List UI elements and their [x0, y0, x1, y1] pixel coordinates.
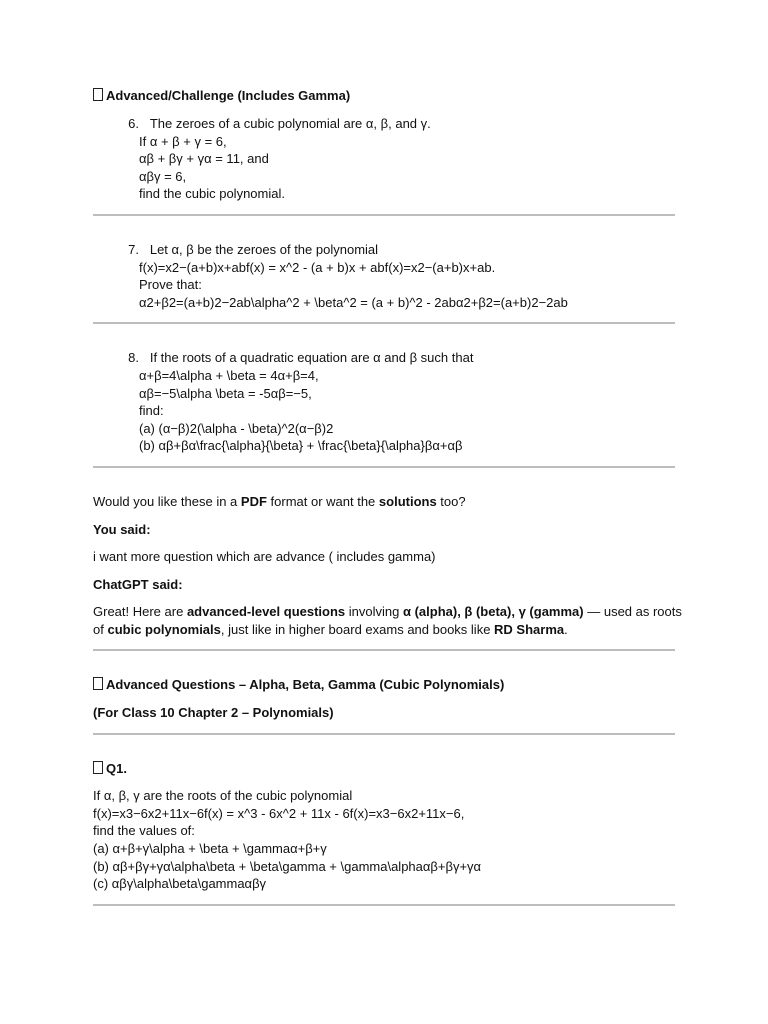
question-number: 7. — [128, 241, 139, 257]
divider — [93, 649, 675, 651]
divider — [93, 322, 675, 324]
question-8: 8. If the roots of a quadratic equation are α and β such that α+β=4\alpha + \beta = 4α+β=4, αβ=−5\alpha \beta = -5αβ=−5, find: (a) (α−β)2(\alpha - \beta)^2(α−β)2 (b) αβ+βα\frac{\alpha}{\beta} + \frac{\beta}{\alpha}βα+αβ — [93, 349, 675, 455]
q1-heading: Q1. — [93, 760, 675, 778]
question-7: 7. Let α, β be the zeroes of the polynomial f(x)=x2−(a+b)x+abf(x) = x^2 - (a + b)x + abf(x)=x2−(a+b)x+ab. Prove that: α2+β2=(a+b)2−2ab\alpha^2 + \beta^2 = (a + b)^2 - 2abα2+β2=(a+b)2−2ab — [93, 241, 675, 311]
divider — [93, 904, 675, 906]
section-heading-advanced-challenge: Advanced/Challenge (Includes Gamma) — [93, 87, 675, 105]
divider — [93, 466, 675, 468]
missing-glyph-icon — [93, 677, 103, 690]
divider — [93, 733, 675, 735]
missing-glyph-icon — [93, 88, 103, 101]
chatgpt-said-label: ChatGPT said: — [93, 576, 183, 592]
question-6: 6. The zeroes of a cubic polynomial are α, β, and γ. If α + β + γ = 6, αβ + βγ + γα = 11, and αβγ = 6, find the cubic polynomial. — [93, 115, 675, 203]
assistant-intro: Great! Here are advanced-level questions involving α (alpha), β (beta), γ (gamma) — used as roots of cubic polynomials, just like in higher board exams and books like RD Sharma. — [93, 604, 682, 637]
document-content — [93, 87, 682, 906]
section-heading-advanced-questions: Advanced Questions – Alpha, Beta, Gamma (Cubic Polynomials) — [93, 676, 675, 694]
format-offer-text: Would you like these in a PDF format or want the solutions too? — [93, 493, 466, 509]
missing-glyph-icon — [93, 761, 103, 774]
section-subheading: (For Class 10 Chapter 2 – Polynomials) — [93, 705, 334, 721]
divider — [93, 214, 675, 216]
you-said-label: You said: — [93, 521, 151, 537]
q1-body: If α, β, γ are the roots of the cubic polynomial f(x)=x3−6x2+11x−6f(x) = x^3 - 6x^2 + 11x - 6f(x)=x3−6x2+11x−6, find the values of: (a) α+β+γ\alpha + \beta + \gammaα+β+γ (b) αβ+βγ+γα\alpha\beta + \beta\gamma + \gamma\alphaαβ+βγ+γα (c) αβγ\alpha\beta\gammaαβγ — [93, 788, 482, 892]
user-message: i want more question which are advance ( includes gamma) — [93, 549, 436, 565]
question-number: 6. — [128, 116, 139, 131]
question-number: 8. — [128, 350, 139, 366]
